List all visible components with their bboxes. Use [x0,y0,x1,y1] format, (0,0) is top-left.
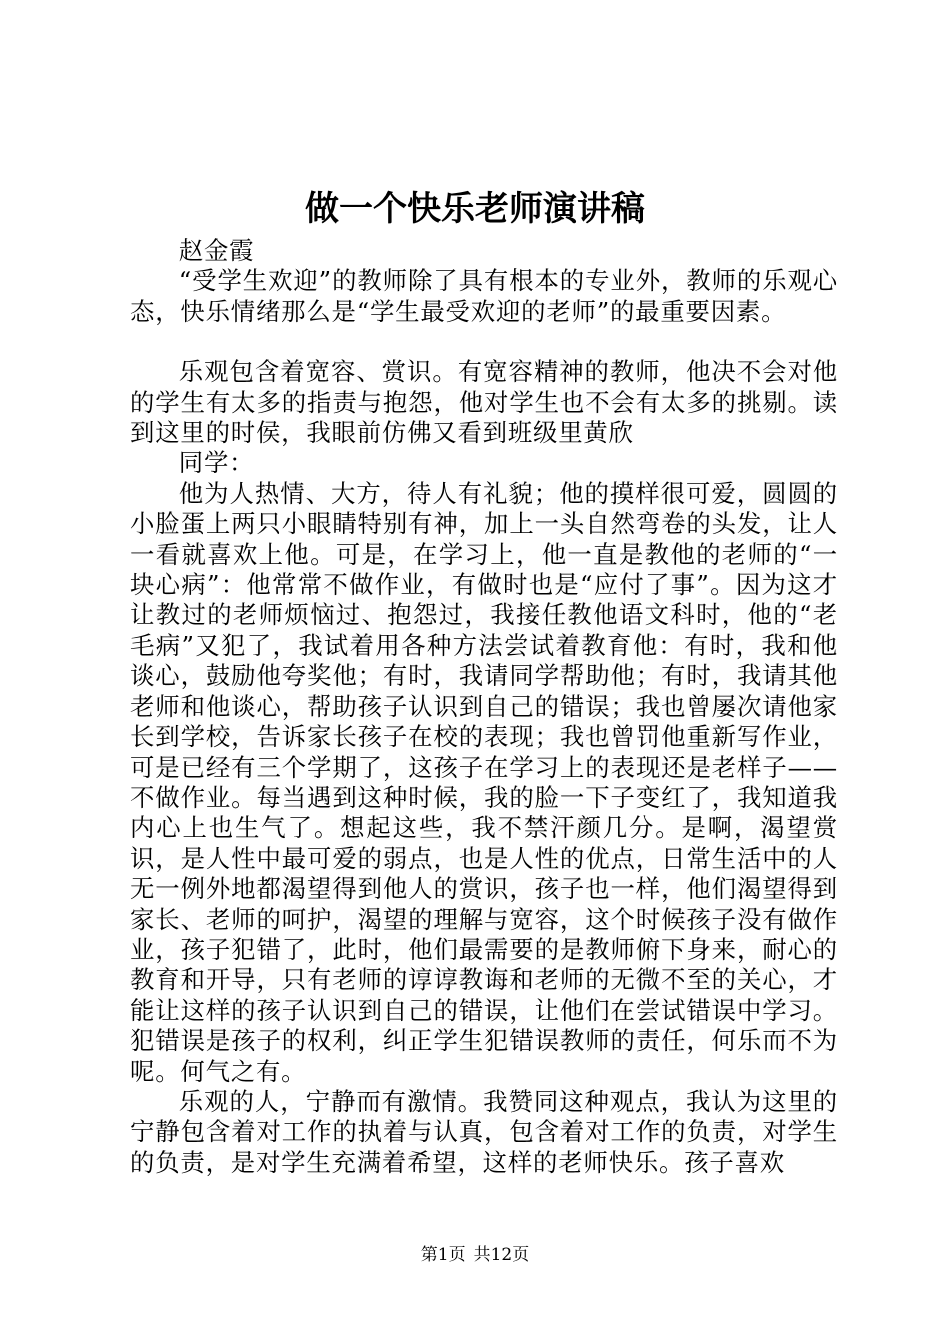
document-title: 做一个快乐老师演讲稿 [305,189,645,229]
paragraph: 同学： [178,448,255,478]
paragraph: 乐观的人，宁静而有激情。我赞同这种观点，我认为这里的宁静包含着对工作的执着与认真，包含着对工作的负责，对学生的负责，是对学生充满着希望，这样的老师快乐。孩子喜欢 [130,1086,838,1177]
paragraph: “受学生欢迎”的教师除了具有根本的专业外，教师的乐观心态，快乐情绪那么是“学生最受欢迎的老师”的最重要因素。 [130,266,838,326]
document-body [130,236,838,1178]
author-line: 赵金霞 [178,236,255,265]
page-number: 第1页 [420,1245,466,1265]
paragraph: 乐观包含着宽容、赏识。有宽容精神的教师，他决不会对他的学生有太多的指责与抱怨，他对学生也不会有太多的挑剔。读到这里的时侯，我眼前仿佛又看到班级里黄欣 [130,357,838,448]
page-footer [0,1243,950,1267]
paragraph: 他为人热情、大方，待人有礼貌；他的摸样很可爱，圆圆的小脸蛋上两只小眼睛特别有神，加上一头自然弯卷的头发，让人一看就喜欢上他。可是，在学习上，他一直是教他的老师的“一块心病”：他常常不做作业，有做时也是“应付了事”。因为这才让教过的老师烦恼过、抱怨过，我接任教他语文科时，他的“老毛病”又犯了，我试着用各种方法尝试着教育他：有时，我和他谈心，鼓励他夸奖他；有时，我请同学帮助他；有时，我请其他老师和他谈心，帮助孩子认识到自己的错误；我也曾屡次请他家长到学校，告诉家长孩子在校的表现；我也曾罚他重新写作业，可是已经有三个学期了，这孩子在学习上的表现还是老样子——不做作业。每当遇到这种时候，我的脸一下子变红了，我知道我内心上也生气了。想起这些，我不禁汗颜几分。是啊，渴望赏识，是人性中最可爱的弱点，也是人性的优点，日常生活中的人无一例外地都渴望得到他人的赏识，孩子也一样，他们渴望得到家长、老师的呵护，渴望的理解与宽容，这个时候孩子没有做作业，孩子犯错了，此时，他们最需要的是教师俯下身来，耐心的教育和开导，只有老师的谆谆教诲和老师的无微不至的关心，才能让这样的孩子认识到自己的错误，让他们在尝试错误中学习。犯错误是孩子的权利，纠正学生犯错误教师的责任，何乐而不为呢。何气之有。 [130,478,838,1086]
page-total: 共12页 [473,1245,530,1265]
